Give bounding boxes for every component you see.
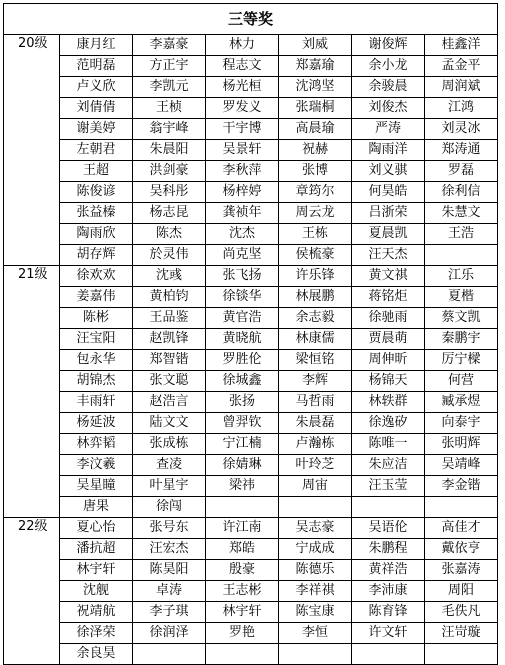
table-row — [4, 413, 498, 434]
table-row — [4, 581, 498, 602]
name-cell: 李嘉豪 — [133, 35, 206, 56]
name-cell: 范明磊 — [60, 56, 133, 77]
name-cell: 罗胜伦 — [206, 350, 279, 371]
name-cell: 杨锦天 — [352, 371, 425, 392]
grade-label: 21级 — [4, 266, 60, 518]
name-cell: 祝赫 — [279, 140, 352, 161]
name-cell: 谢美婷 — [60, 119, 133, 140]
name-cell: 康月红 — [60, 35, 133, 56]
table-row — [4, 434, 498, 455]
name-cell: 黄文祺 — [352, 266, 425, 287]
name-cell: 周云龙 — [279, 203, 352, 224]
award-table — [3, 3, 498, 665]
name-cell: 蔡文凯 — [425, 308, 498, 329]
name-cell: 朱鹏程 — [352, 539, 425, 560]
name-cell — [206, 497, 279, 518]
name-cell: 陈彬 — [60, 308, 133, 329]
name-cell: 陈宝康 — [279, 602, 352, 623]
name-cell: 徐逸矽 — [352, 413, 425, 434]
table-row — [4, 329, 498, 350]
name-cell: 徐利信 — [425, 182, 498, 203]
grade-label: 20级 — [4, 35, 60, 266]
name-cell — [279, 497, 352, 518]
name-cell: 陈唯一 — [352, 434, 425, 455]
name-cell: 黄官浩 — [206, 308, 279, 329]
name-cell: 张文聪 — [133, 371, 206, 392]
name-cell: 王浩 — [425, 224, 498, 245]
name-cell: 潘抗超 — [60, 539, 133, 560]
table-row — [4, 224, 498, 245]
name-cell: 黄晓航 — [206, 329, 279, 350]
name-cell: 朱慧文 — [425, 203, 498, 224]
name-cell: 许江南 — [206, 518, 279, 539]
name-cell: 王志彬 — [206, 581, 279, 602]
name-cell: 吴语伦 — [352, 518, 425, 539]
name-cell: 翁宇峰 — [133, 119, 206, 140]
name-cell: 余骏晨 — [352, 77, 425, 98]
name-cell: 杨志昆 — [133, 203, 206, 224]
name-cell: 马哲雨 — [279, 392, 352, 413]
name-cell: 李恒 — [279, 623, 352, 644]
name-cell: 李辉 — [279, 371, 352, 392]
name-cell — [425, 644, 498, 665]
name-cell: 徐锬华 — [206, 287, 279, 308]
table-row — [4, 203, 498, 224]
name-cell: 张嘉涛 — [425, 560, 498, 581]
award-table-body — [4, 4, 498, 665]
name-cell: 何营 — [425, 371, 498, 392]
name-cell: 余小龙 — [352, 56, 425, 77]
name-cell: 张成栋 — [133, 434, 206, 455]
name-cell: 叶星宇 — [133, 476, 206, 497]
name-cell: 刘倩倩 — [60, 98, 133, 119]
name-cell: 吴科彤 — [133, 182, 206, 203]
name-cell — [425, 497, 498, 518]
table-row — [4, 455, 498, 476]
name-cell: 高佳才 — [425, 518, 498, 539]
name-cell: 李沛康 — [352, 581, 425, 602]
name-cell: 章筠尔 — [279, 182, 352, 203]
name-cell: 郑皓 — [206, 539, 279, 560]
name-cell: 沈杰 — [206, 224, 279, 245]
table-row — [4, 539, 498, 560]
table-row — [4, 161, 498, 182]
name-cell: 曾羿钦 — [206, 413, 279, 434]
name-cell: 林轶群 — [352, 392, 425, 413]
name-cell: 杨光桓 — [206, 77, 279, 98]
name-cell: 黄柏钧 — [133, 287, 206, 308]
name-cell: 梁祎 — [206, 476, 279, 497]
table-row — [4, 245, 498, 266]
table-row — [4, 140, 498, 161]
name-cell: 林力 — [206, 35, 279, 56]
name-cell — [133, 644, 206, 665]
name-cell: 宁成成 — [279, 539, 352, 560]
name-cell: 桂鑫洋 — [425, 35, 498, 56]
name-cell: 周伸昕 — [352, 350, 425, 371]
name-cell: 刘威 — [279, 35, 352, 56]
table-row — [4, 287, 498, 308]
name-cell: 尚克坚 — [206, 245, 279, 266]
name-cell: 梁恒铭 — [279, 350, 352, 371]
name-cell: 陆文文 — [133, 413, 206, 434]
name-cell: 吴志豪 — [279, 518, 352, 539]
name-cell: 於灵伟 — [133, 245, 206, 266]
name-cell: 林康儒 — [279, 329, 352, 350]
name-cell: 夏楷 — [425, 287, 498, 308]
name-cell: 臧承煜 — [425, 392, 498, 413]
name-cell: 张明辉 — [425, 434, 498, 455]
name-cell: 沈舰 — [60, 581, 133, 602]
name-cell: 吴景轩 — [206, 140, 279, 161]
name-cell: 徐泽荣 — [60, 623, 133, 644]
name-cell: 林弈韬 — [60, 434, 133, 455]
name-cell: 汪岢璇 — [425, 623, 498, 644]
table-row — [4, 350, 498, 371]
name-cell: 吕浙荣 — [352, 203, 425, 224]
name-cell: 余志毅 — [279, 308, 352, 329]
table-row — [4, 644, 498, 665]
name-cell: 向泰宇 — [425, 413, 498, 434]
name-cell: 林宇轩 — [60, 560, 133, 581]
table-row — [4, 308, 498, 329]
name-cell: 龚祯年 — [206, 203, 279, 224]
name-cell: 张瑞桐 — [279, 98, 352, 119]
name-cell: 张益榛 — [60, 203, 133, 224]
name-cell: 罗艳 — [206, 623, 279, 644]
name-cell: 朱晨阳 — [133, 140, 206, 161]
name-cell: 李子琪 — [133, 602, 206, 623]
name-cell: 李秋萍 — [206, 161, 279, 182]
name-cell: 方正宇 — [133, 56, 206, 77]
name-cell: 干宇博 — [206, 119, 279, 140]
name-cell: 陈德乐 — [279, 560, 352, 581]
name-cell: 江乐 — [425, 266, 498, 287]
name-cell: 赵凯锋 — [133, 329, 206, 350]
name-cell: 卢义欣 — [60, 77, 133, 98]
table-row — [4, 56, 498, 77]
name-cell: 严涛 — [352, 119, 425, 140]
name-cell: 何昊皓 — [352, 182, 425, 203]
name-cell: 许文轩 — [352, 623, 425, 644]
name-cell: 吴靖峰 — [425, 455, 498, 476]
name-cell — [206, 644, 279, 665]
name-cell: 孟金平 — [425, 56, 498, 77]
name-cell: 唐果 — [60, 497, 133, 518]
name-cell: 周阳 — [425, 581, 498, 602]
name-cell: 陈育锋 — [352, 602, 425, 623]
name-cell: 包永华 — [60, 350, 133, 371]
name-cell: 朱晨磊 — [279, 413, 352, 434]
name-cell: 汪宝阳 — [60, 329, 133, 350]
name-cell: 张飞扬 — [206, 266, 279, 287]
name-cell — [279, 644, 352, 665]
name-cell: 洪剑豪 — [133, 161, 206, 182]
name-cell: 刘义骐 — [352, 161, 425, 182]
name-cell: 徐驰雨 — [352, 308, 425, 329]
table-row — [4, 476, 498, 497]
name-cell: 程志文 — [206, 56, 279, 77]
name-cell: 李金锴 — [425, 476, 498, 497]
name-cell: 张博 — [279, 161, 352, 182]
name-cell: 林展鹏 — [279, 287, 352, 308]
name-cell: 赵浩言 — [133, 392, 206, 413]
name-cell: 沈鸿坚 — [279, 77, 352, 98]
name-cell: 徐欢欢 — [60, 266, 133, 287]
name-cell: 李祥祺 — [279, 581, 352, 602]
name-cell: 陈昊阳 — [133, 560, 206, 581]
name-cell: 周润斌 — [425, 77, 498, 98]
name-cell: 郑涛通 — [425, 140, 498, 161]
name-cell: 陶雨洋 — [352, 140, 425, 161]
title-row — [4, 4, 498, 35]
table-row — [4, 266, 498, 287]
name-cell: 余良昊 — [60, 644, 133, 665]
name-cell: 戴依亨 — [425, 539, 498, 560]
name-cell — [425, 245, 498, 266]
name-cell: 张扬 — [206, 392, 279, 413]
name-cell: 徐闯 — [133, 497, 206, 518]
grade-label: 22级 — [4, 518, 60, 665]
table-row — [4, 392, 498, 413]
name-cell: 陈俊谚 — [60, 182, 133, 203]
name-cell: 郑嘉瑜 — [279, 56, 352, 77]
name-cell: 卢瀚栋 — [279, 434, 352, 455]
name-cell: 夏晨凯 — [352, 224, 425, 245]
name-cell: 殷豪 — [206, 560, 279, 581]
table-row — [4, 182, 498, 203]
name-cell: 张号东 — [133, 518, 206, 539]
table-row — [4, 518, 498, 539]
name-cell: 罗发义 — [206, 98, 279, 119]
name-cell: 谢俊辉 — [352, 35, 425, 56]
name-cell: 侯梳豪 — [279, 245, 352, 266]
name-cell: 卓涛 — [133, 581, 206, 602]
name-cell: 刘俊杰 — [352, 98, 425, 119]
name-cell: 汪玉莹 — [352, 476, 425, 497]
name-cell: 蒋铭炬 — [352, 287, 425, 308]
name-cell: 胡锦杰 — [60, 371, 133, 392]
name-cell: 宁江楠 — [206, 434, 279, 455]
table-row — [4, 497, 498, 518]
table-row — [4, 98, 498, 119]
table-row — [4, 560, 498, 581]
table-row — [4, 119, 498, 140]
name-cell: 沈彧 — [133, 266, 206, 287]
name-cell: 江鸿 — [425, 98, 498, 119]
name-cell — [352, 644, 425, 665]
name-cell: 吴星瞳 — [60, 476, 133, 497]
name-cell: 林宇轩 — [206, 602, 279, 623]
name-cell: 陈杰 — [133, 224, 206, 245]
name-cell: 左朝君 — [60, 140, 133, 161]
name-cell: 胡存辉 — [60, 245, 133, 266]
name-cell: 姜嘉伟 — [60, 287, 133, 308]
name-cell: 杨梓婷 — [206, 182, 279, 203]
name-cell: 王栋 — [279, 224, 352, 245]
name-cell: 叶玲芝 — [279, 455, 352, 476]
name-cell — [352, 497, 425, 518]
name-cell: 周宙 — [279, 476, 352, 497]
name-cell: 汪天杰 — [352, 245, 425, 266]
name-cell: 徐润泽 — [133, 623, 206, 644]
name-cell: 徐婧琳 — [206, 455, 279, 476]
table-row — [4, 77, 498, 98]
name-cell: 丰雨轩 — [60, 392, 133, 413]
name-cell: 高晨瑜 — [279, 119, 352, 140]
name-cell: 罗磊 — [425, 161, 498, 182]
name-cell: 查凌 — [133, 455, 206, 476]
name-cell: 秦鹏宇 — [425, 329, 498, 350]
name-cell: 许乐锋 — [279, 266, 352, 287]
table-row — [4, 602, 498, 623]
name-cell: 杨延波 — [60, 413, 133, 434]
name-cell: 祝靖航 — [60, 602, 133, 623]
name-cell: 陶雨欣 — [60, 224, 133, 245]
table-row — [4, 35, 498, 56]
name-cell: 郑智锴 — [133, 350, 206, 371]
table-row — [4, 371, 498, 392]
name-cell: 贾晨萌 — [352, 329, 425, 350]
name-cell: 刘灵冰 — [425, 119, 498, 140]
name-cell: 徐城鑫 — [206, 371, 279, 392]
page-title: 三等奖 — [4, 4, 498, 35]
name-cell: 黄祥浩 — [352, 560, 425, 581]
name-cell: 朱应洁 — [352, 455, 425, 476]
name-cell: 王品鉴 — [133, 308, 206, 329]
name-cell: 毛佚凡 — [425, 602, 498, 623]
table-row — [4, 623, 498, 644]
name-cell: 厉宁樑 — [425, 350, 498, 371]
name-cell: 汪宏杰 — [133, 539, 206, 560]
name-cell: 王桢 — [133, 98, 206, 119]
name-cell: 王超 — [60, 161, 133, 182]
name-cell: 夏心怡 — [60, 518, 133, 539]
name-cell: 李凯元 — [133, 77, 206, 98]
name-cell: 李汶羲 — [60, 455, 133, 476]
